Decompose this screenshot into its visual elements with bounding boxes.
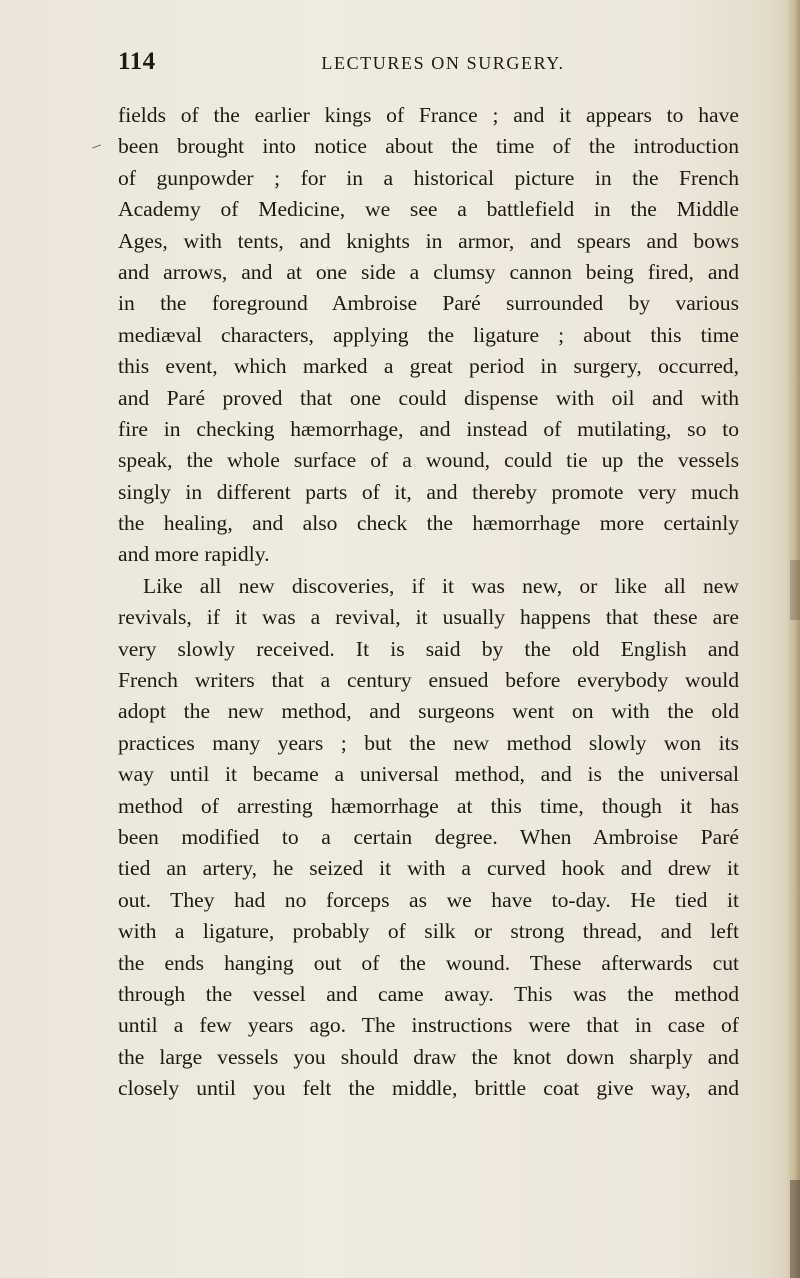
text-line: speak, the whole surface of a wound, could tie up the vessels [118,448,739,473]
text-line: fire in checking hæmorrhage, and instead of mutilating, so to [118,416,739,441]
text-line: of gunpowder ; for in a historical picture in the French [118,165,739,190]
text-line: fields of the earlier kings of France ; and it appears to have [118,103,739,127]
text-line: and Paré proved that one could dispense with oil and with [118,385,739,410]
text-line-paragraph-start: Like all new discoveries, if it was new, or like all new [143,573,739,598]
text-line: way until it became a universal method, and is the universal [118,762,739,787]
text-line: French writers that a century ensued before everybody would [118,668,739,693]
text-line: method of arresting hæmorrhage at this time, though it has [118,793,739,818]
stray-ink-mark [92,144,101,148]
text-line: tied an artery, he seized it with a curved hook and drew it [118,856,739,881]
text-line: out. They had no forceps as we have to-day. He tied it [118,887,739,912]
text-line: practices many years ; but the new method slowly won its [118,730,739,755]
text-line: been brought into notice about the time of the introduction [118,134,739,159]
text-line: until a few years ago. The instructions were that in case of [118,1013,739,1038]
text-line: adopt the new method, and surgeons went on with the old [118,699,739,724]
text-line: the ends hanging out of the wound. These afterwards cut [118,950,739,975]
page-edge-shadow [786,0,800,1278]
text-line: singly in different parts of it, and thereby promote very much [118,479,739,504]
text-line: this event, which marked a great period in surgery, occurred, [118,354,739,379]
text-line: through the vessel and came away. This was the method [118,981,739,1006]
text-line: been modified to a certain degree. When Ambroise Paré [118,824,739,849]
text-line-paragraph-end: and more rapidly. [118,542,270,567]
running-title: LECTURES ON SURGERY. [321,53,565,73]
text-line: Ages, with tents, and knights in armor, and spears and bows [118,228,739,253]
text-line: very slowly received. It is said by the old English and [118,636,739,661]
page-edge-mark [790,560,800,620]
text-line: mediæval characters, applying the ligature ; about this time [118,322,739,347]
body-text [118,100,739,1105]
page-edge-mark [790,1180,800,1278]
page-header [118,48,738,82]
text-line: revivals, if it was a revival, it usually happens that these are [118,605,739,630]
text-line: Academy of Medicine, we see a battlefield in the Middle [118,197,739,222]
page-number: 114 [118,48,156,75]
text-line: with a ligature, probably of silk or strong thread, and left [118,919,739,944]
text-line: and arrows, and at one side a clumsy cannon being fired, and [118,259,739,284]
text-line: in the foreground Ambroise Paré surrounded by various [118,291,739,316]
text-line: the large vessels you should draw the knot down sharply and [118,1044,739,1069]
text-line: closely until you felt the middle, brittle coat give way, and [118,1076,739,1101]
text-line: the healing, and also check the hæmorrhage more certainly [118,511,739,536]
